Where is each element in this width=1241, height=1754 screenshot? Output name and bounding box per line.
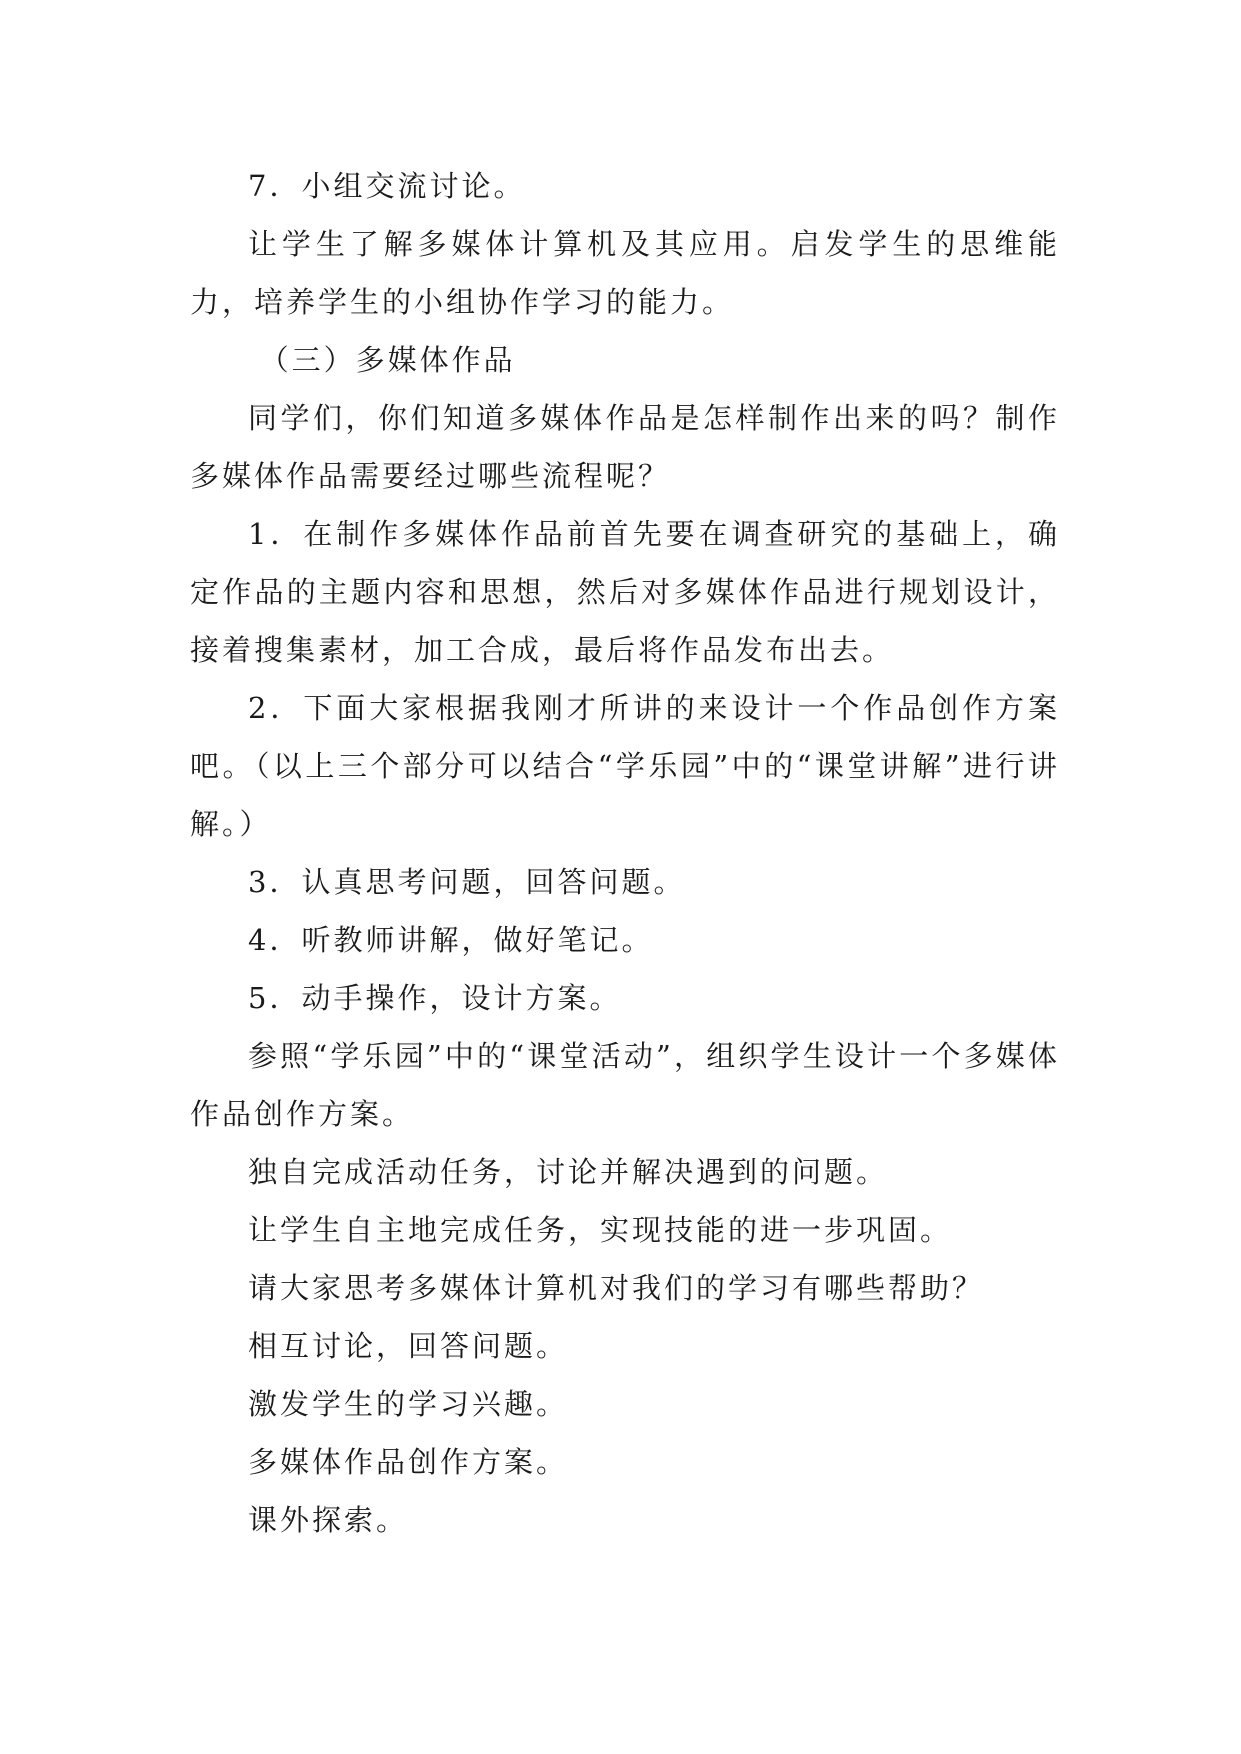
paragraph-step-5: 5．动手操作，设计方案。 [248,981,622,1015]
paragraph-step-1: 1．在制作多媒体作品前首先要在调查研究的基础上，确定作品的主题内容和思想，然后对多媒体作品进行规划设计，接着搜集素材，加工合成，最后将作品发布出去。 [190,517,1060,667]
paragraph-independent-task: 独自完成活动任务，讨论并解决遇到的问题。 [248,1155,889,1189]
paragraph-step-7: 7．小组交流讨论。 [248,169,526,203]
paragraph-creation-plan: 多媒体作品创作方案。 [248,1445,569,1479]
paragraph-question-intro: 同学们，你们知道多媒体作品是怎样制作出来的吗？制作多媒体作品需要经过哪些流程呢？ [190,401,1060,493]
paragraph-activity-reference: 参照“学乐园”中的“课堂活动”，组织学生设计一个多媒体作品创作方案。 [190,1039,1060,1131]
paragraph-step-4: 4．听教师讲解，做好笔记。 [248,923,654,957]
paragraph-skill-consolidation: 让学生自主地完成任务，实现技能的进一步巩固。 [248,1213,953,1247]
paragraph-interest: 激发学生的学习兴趣。 [248,1387,569,1421]
paragraph-goal-understanding: 让学生了解多媒体计算机及其应用。启发学生的思维能力，培养学生的小组协作学习的能力。 [190,227,1060,319]
section-heading-multimedia-works: （三）多媒体作品 [259,343,516,377]
paragraph-step-3: 3．认真思考问题，回答问题。 [248,865,686,899]
paragraph-reflection-question: 请大家思考多媒体计算机对我们的学习有哪些帮助？ [248,1271,985,1305]
paragraph-discussion: 相互讨论，回答问题。 [248,1329,569,1363]
paragraph-extracurricular: 课外探索。 [248,1503,409,1537]
paragraph-step-2: 2．下面大家根据我刚才所讲的来设计一个作品创作方案吧。（以上三个部分可以结合“学乐园”中的“课堂讲解”进行讲解。） [190,691,1060,841]
document-body [190,157,1060,1549]
